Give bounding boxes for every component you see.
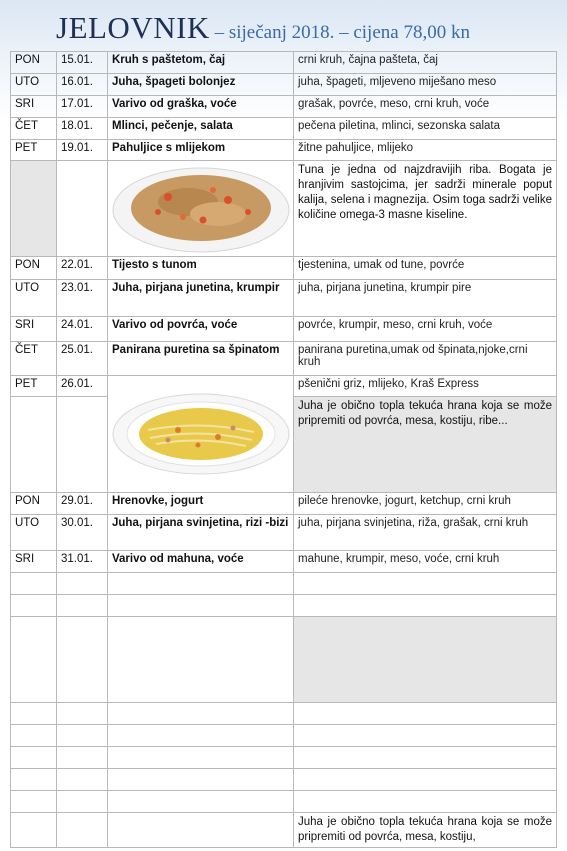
date-cell: 25.01.	[57, 342, 108, 376]
menu-row	[11, 257, 557, 280]
info-row	[11, 813, 557, 848]
date-cell: 17.01.	[57, 96, 108, 118]
meal-cell: Juha, pirjana svinjetina, rizi -bizi	[108, 515, 294, 551]
menu-row	[11, 515, 557, 551]
title-subtitle: – siječanj 2018. – cijena 78,00 kn	[209, 22, 470, 43]
meal-cell: Varivo od povrća, voće	[108, 317, 294, 342]
ingredients-cell: pileće hrenovke, jogurt, ketchup, crni kruh	[294, 493, 557, 515]
ingredients-cell: mahune, krumpir, meso, voće, crni kruh	[294, 551, 557, 573]
menu-row	[11, 376, 557, 397]
menu-row	[11, 52, 557, 74]
empty-row	[11, 703, 557, 725]
menu-row	[11, 342, 557, 376]
meal-cell: Varivo od mahuna, voće	[108, 551, 294, 573]
page-title	[56, 10, 567, 50]
meal-cell: Hrenovke, jogurt	[108, 493, 294, 515]
day-cell: UTO	[11, 280, 57, 317]
day-cell: UTO	[11, 515, 57, 551]
ingredients-cell: žitne pahuljice, mlijeko	[294, 140, 557, 161]
day-cell: SRI	[11, 96, 57, 118]
day-cell: PON	[11, 52, 57, 74]
ingredients-cell: panirana puretina,umak od špinata,njoke,crni kruh	[294, 342, 557, 376]
day-cell: ČET	[11, 118, 57, 140]
date-cell: 30.01.	[57, 515, 108, 551]
menu-row	[11, 317, 557, 342]
menu-row	[11, 118, 557, 140]
ingredients-cell: tjestenina, umak od tune, povrće	[294, 257, 557, 280]
meal-cell: Mlinci, pečenje, salata	[108, 118, 294, 140]
day-cell: UTO	[11, 74, 57, 96]
day-cell: PON	[11, 257, 57, 280]
ingredients-cell: crni kruh, čajna pašteta, čaj	[294, 52, 557, 74]
date-cell: 24.01.	[57, 317, 108, 342]
menu-table	[10, 51, 557, 848]
ingredients-cell: juha, pirjana svinjetina, riža, grašak, crni kruh	[294, 515, 557, 551]
empty-row	[11, 573, 557, 595]
day-cell: ČET	[11, 342, 57, 376]
meal-cell: Juha, špageti bolonjez	[108, 74, 294, 96]
menu-row	[11, 96, 557, 118]
ingredients-cell: grašak, povrće, meso, crni kruh, voće	[294, 96, 557, 118]
date-cell: 23.01.	[57, 280, 108, 317]
date-cell: 31.01.	[57, 551, 108, 573]
date-cell: 16.01.	[57, 74, 108, 96]
meal-cell: Pahuljice s mlijekom	[108, 140, 294, 161]
menu-row	[11, 493, 557, 515]
meal-cell: Kruh s paštetom, čaj	[108, 52, 294, 74]
meal-cell: Tijesto s tunom	[108, 257, 294, 280]
date-cell: 19.01.	[57, 140, 108, 161]
day-cell: PON	[11, 493, 57, 515]
menu-row	[11, 74, 557, 96]
menu-row	[11, 551, 557, 573]
empty-row	[11, 747, 557, 769]
empty-row	[11, 595, 557, 617]
ingredients-cell: pečena piletina, mlinci, sezonska salata	[294, 118, 557, 140]
empty-row	[11, 617, 557, 703]
date-cell: 29.01.	[57, 493, 108, 515]
date-cell: 26.01.	[57, 376, 108, 397]
footer-info-text: Juha je obično topla tekuća hrana koja se može pripremiti od povrća, mesa, kostiju,	[294, 813, 557, 848]
info-text: Juha je obično topla tekuća hrana koja se može pripremiti od povrća, mesa, kostiju, ribe...	[294, 397, 557, 493]
day-cell: SRI	[11, 317, 57, 342]
soup-bowl-image	[108, 390, 294, 478]
ingredients-cell: povrće, krumpir, meso, crni kruh, voće	[294, 317, 557, 342]
empty-row	[11, 791, 557, 813]
info-text: Tuna je jedna od najzdravijih riba. Bogata je hranjivim sastojcima, jer sadrži minerale poput kalija, selena i magnezija. Osim toga sadrži velike količine omega-3 masne kiseline.	[294, 161, 557, 257]
empty-row	[11, 769, 557, 791]
ingredients-cell: juha, špageti, mljeveno miješano meso	[294, 74, 557, 96]
title-main: JELOVNIK	[56, 10, 210, 45]
meal-cell: Panirana puretina sa špinatom	[108, 342, 294, 376]
pasta-plate-image	[108, 162, 294, 254]
ingredients-cell: pšenični griz, mlijeko, Kraš Express	[294, 376, 557, 397]
date-cell: 15.01.	[57, 52, 108, 74]
info-row	[11, 161, 557, 257]
day-cell: SRI	[11, 551, 57, 573]
menu-row	[11, 140, 557, 161]
date-cell: 18.01.	[57, 118, 108, 140]
menu-row	[11, 280, 557, 317]
empty-row	[11, 725, 557, 747]
day-cell: PET	[11, 140, 57, 161]
meal-cell: Juha, pirjana junetina, krumpir	[108, 280, 294, 317]
day-cell: PET	[11, 376, 57, 397]
date-cell: 22.01.	[57, 257, 108, 280]
ingredients-cell: juha, pirjana junetina, krumpir pire	[294, 280, 557, 317]
meal-cell: Varivo od graška, voće	[108, 96, 294, 118]
